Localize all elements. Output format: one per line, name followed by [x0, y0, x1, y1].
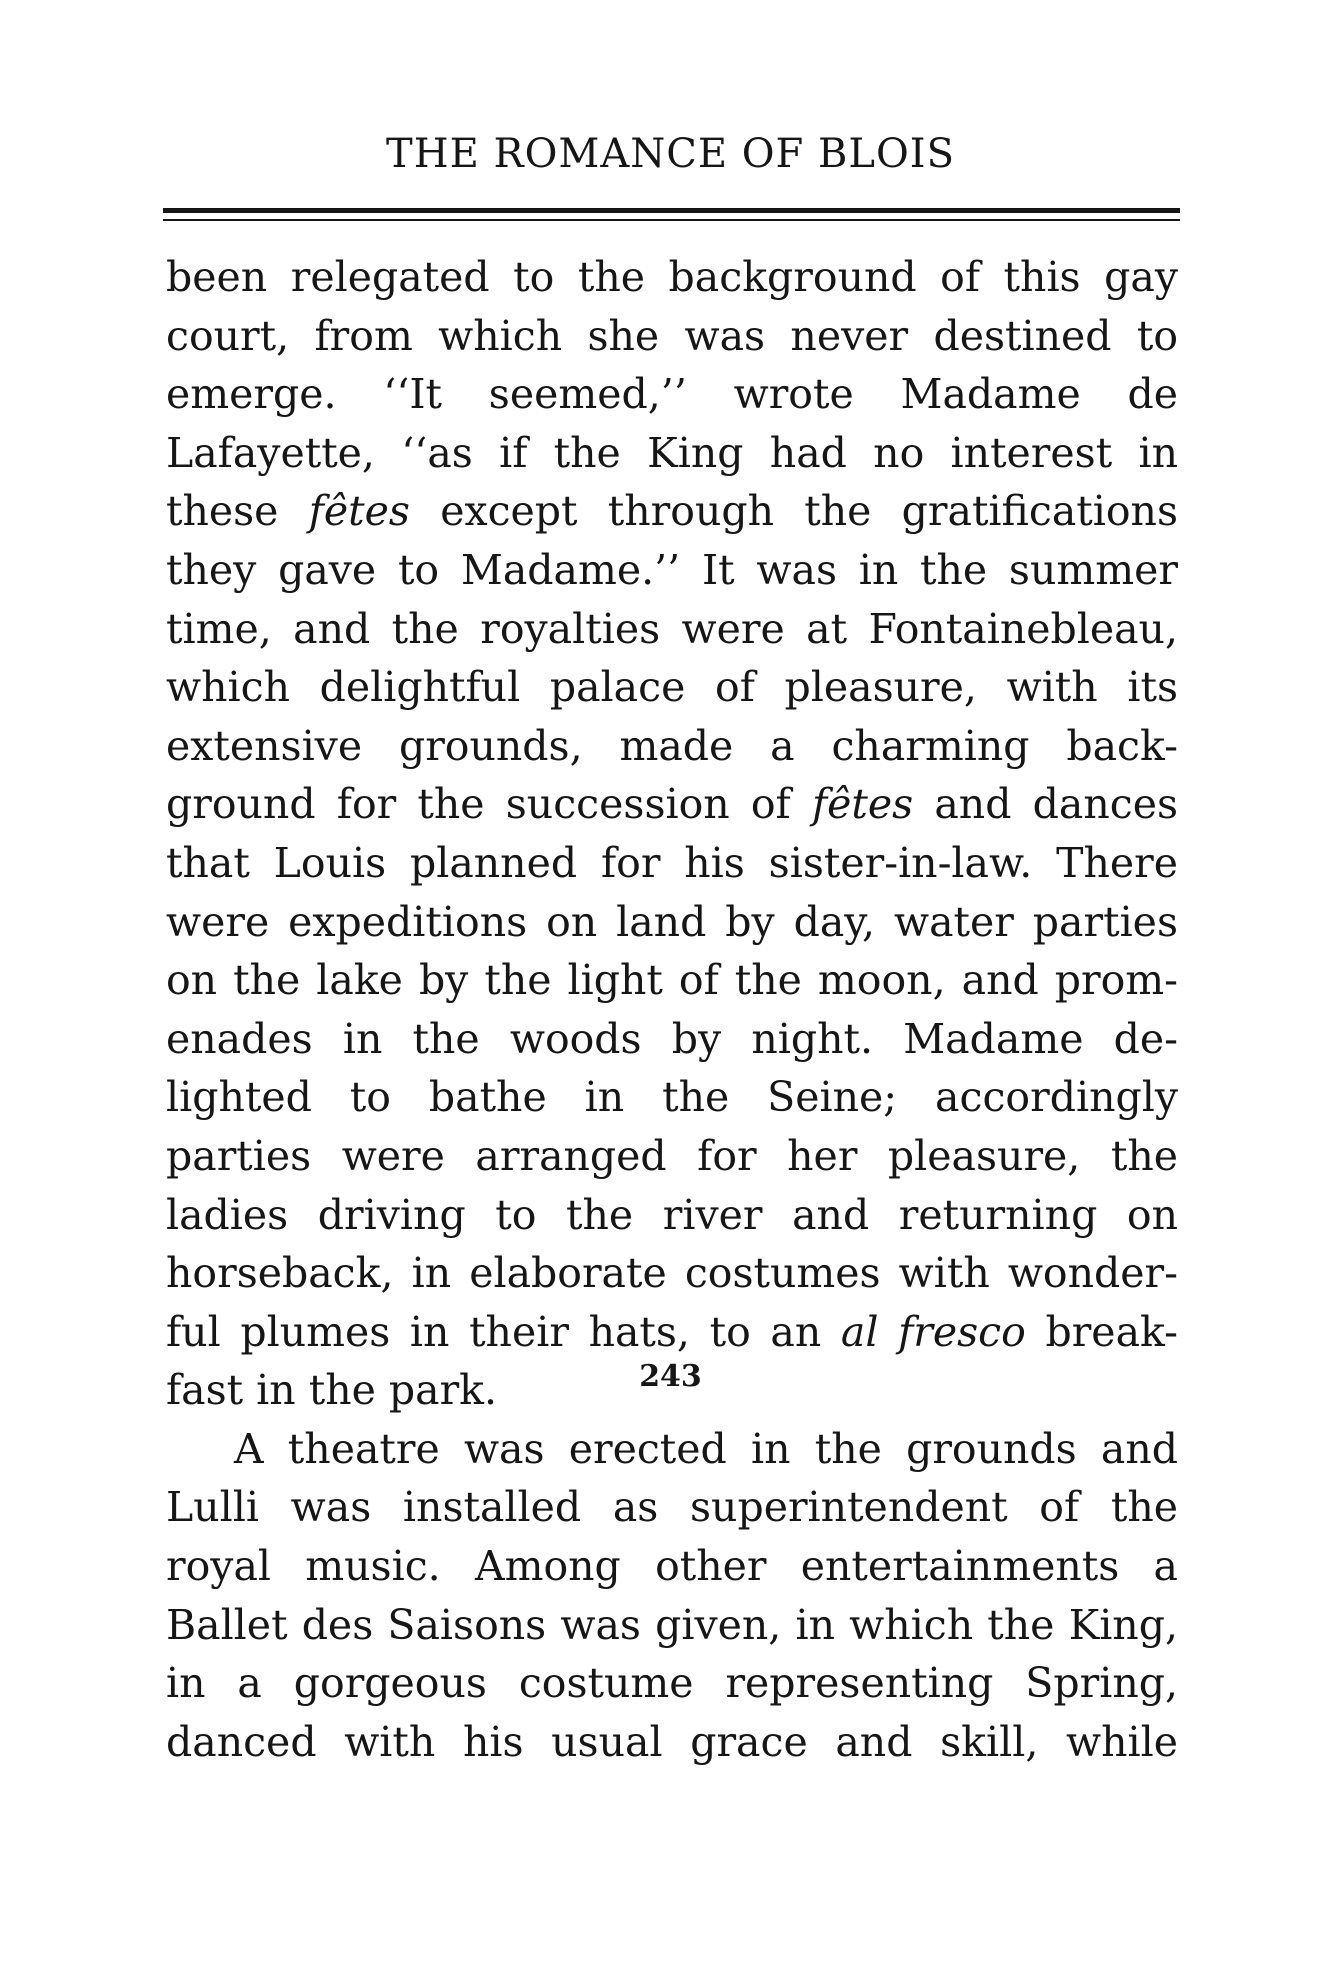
- running-head: THE ROMANCE OF BLOIS: [386, 131, 955, 177]
- text-line: which delightful palace of pleasure, with its: [166, 663, 1178, 712]
- body-text: [166, 248, 1178, 1771]
- text-line: been relegated to the background of this gay: [166, 253, 1178, 301]
- text-line: danced with his usual grace and skill, while: [166, 1717, 1178, 1766]
- text-line: [166, 482, 1178, 541]
- text-line: extensive grounds, made a charming back-: [166, 721, 1178, 770]
- text-line: time, and the royalties were at Fontainebleau,: [166, 604, 1178, 653]
- page-number: 243: [639, 1359, 702, 1394]
- text-line: royal music. Among other entertainments a: [166, 1542, 1178, 1591]
- text-line: in a gorgeous costume representing Spring,: [166, 1659, 1178, 1708]
- text-segment: ground for the succession of: [166, 780, 812, 829]
- text-line: court, from which she was never destined to: [166, 311, 1178, 360]
- text-line: were expeditions on land by day, water parties: [166, 897, 1178, 946]
- italic-term: al fresco: [840, 1307, 1026, 1356]
- text-line: they gave to Madame.’’ It was in the summer: [166, 545, 1178, 594]
- text-line: lighted to bathe in the Seine; accordingly: [166, 1073, 1178, 1122]
- text-line: on the lake by the light of the moon, and prom-: [166, 956, 1178, 1005]
- italic-term: fêtes: [811, 780, 914, 829]
- italic-term: fêtes: [308, 487, 410, 536]
- text-line: ladies driving to the river and returning on: [166, 1190, 1178, 1239]
- header-rule-thin: [163, 219, 1180, 221]
- text-line: Ballet des Saisons was given, in which the King,: [166, 1600, 1178, 1649]
- text-segment: these: [166, 487, 309, 536]
- text-line: Lulli was installed as superintendent of the: [166, 1483, 1178, 1532]
- text-segment: and dances: [913, 780, 1178, 829]
- text-segment: break-: [1025, 1307, 1178, 1356]
- text-line: horseback, in elaborate costumes with wonder-: [166, 1249, 1178, 1298]
- text-line: fast in the park.: [166, 1366, 498, 1415]
- text-line: enades in the woods by night. Madame de-: [166, 1014, 1178, 1063]
- text-line: that Louis planned for his sister-in-law. There: [166, 838, 1178, 887]
- text-line: [166, 1303, 1178, 1362]
- text-line: emerge. ‘‘It seemed,’’ wrote Madame de: [166, 370, 1178, 419]
- text-segment: ful plumes in their hats, to an: [166, 1307, 841, 1356]
- text-line: Lafayette, ‘‘as if the King had no interest in: [166, 428, 1178, 477]
- header-rule-thick: [163, 208, 1180, 213]
- text-segment: except through the gratifications: [409, 487, 1179, 536]
- text-line: A theatre was erected in the grounds and: [234, 1424, 1178, 1473]
- text-line: [166, 775, 1178, 834]
- text-line: parties were arranged for her pleasure, the: [166, 1131, 1178, 1180]
